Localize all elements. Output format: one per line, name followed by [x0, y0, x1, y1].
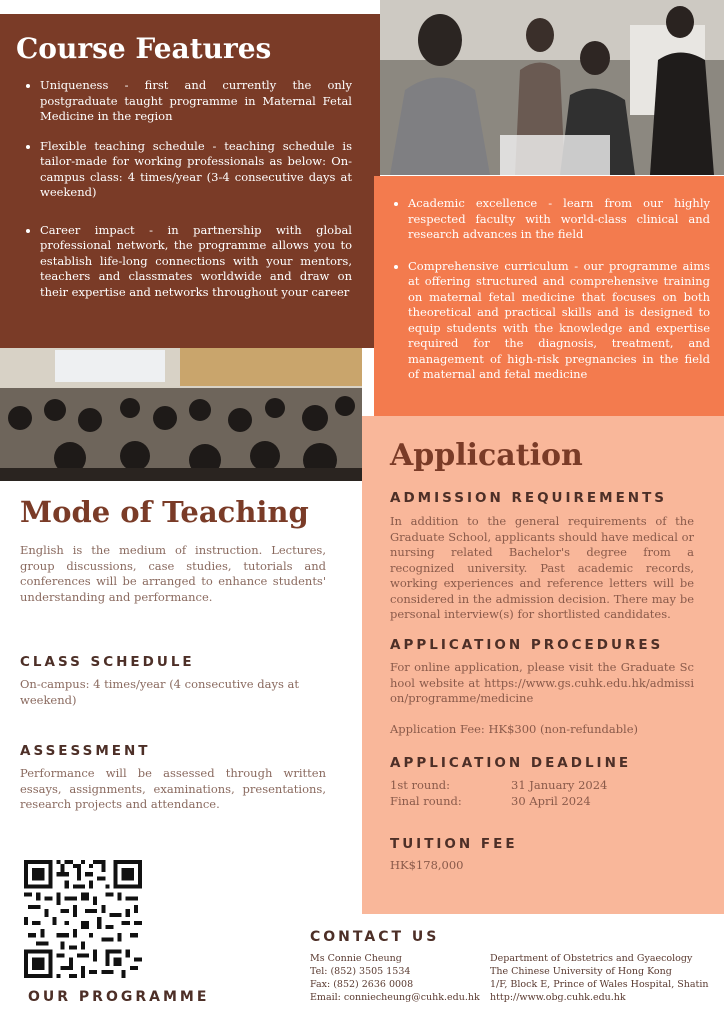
- address-line: 1/F, Block E, Prince of Wales Hospital, Shatin: [490, 979, 709, 990]
- application-fee-text: Application Fee: HK$300 (non-refundable): [390, 722, 639, 736]
- contact-tel: Tel: (852) 3505 1534: [310, 966, 411, 977]
- mode-of-teaching-title: Mode of Teaching: [20, 495, 309, 529]
- application-deadline-heading: APPLICATION DEADLINE: [390, 755, 632, 771]
- contact-person-block: [310, 952, 490, 1004]
- clinical-training-photo: [380, 0, 724, 175]
- application-procedures-text: For online application, please visit the Graduate School website at https://www.gs.cuhk.edu.hk/admission/programme/medicine: [390, 660, 694, 705]
- our-programme-label: OUR PROGRAMME: [28, 989, 210, 1005]
- tuition-fee-value: HK$178,000: [390, 858, 464, 872]
- course-features-list: [24, 78, 352, 314]
- assessment-heading: ASSESSMENT: [20, 743, 151, 759]
- feature-item: • Comprehensive curriculum - our programme aims at offering structured and comprehensive training on maternal fetal medicine that focuses on both theoretical and practical skills and is designed to equip students with the knowledge and expertise required for the diagnosis, treatment, and management of high-risk pregnancies in the field of maternal and fetal medicine: [408, 259, 710, 383]
- contact-email[interactable]: Email: conniecheung@cuhk.edu.hk: [310, 992, 480, 1003]
- mode-of-teaching-text: English is the medium of instruction. Lectures, group discussions, case studies, tutorials and conferences will be arranged to enhance students' understanding and performance.: [20, 543, 326, 604]
- class-schedule-text: On-campus: 4 times/year (4 consecutive days at weekend): [20, 677, 299, 707]
- application-procedures-heading: APPLICATION PROCEDURES: [390, 637, 664, 653]
- contact-fax: Fax: (852) 2636 0008: [310, 979, 414, 990]
- course-features-title: Course Features: [16, 32, 272, 65]
- feature-item: • Career impact - in partnership with global professional network, the programme allows you to establish life-long connections with your mentors, teachers and classmates worldwide and draw on their expertise and networks throughout your career: [40, 223, 352, 301]
- department-name: Department of Obstetrics and Gyaecology: [490, 953, 693, 964]
- deadline-date-1: 31 January 2024: [511, 778, 608, 792]
- university-name: The Chinese University of Hong Kong: [490, 966, 672, 977]
- course-features-panel: [0, 14, 380, 348]
- tuition-fee-heading: TUITION FEE: [390, 836, 518, 852]
- application-title: Application: [390, 438, 583, 473]
- feature-item: • Flexible teaching schedule - teaching schedule is tailor-made for working professionals as below: On-campus class: 4 times/year (3-4 consecutive days at weekend): [40, 139, 352, 201]
- lecture-hall-photo: [0, 348, 362, 481]
- department-website-link[interactable]: http://www.obg.cuhk.edu.hk: [490, 992, 626, 1003]
- feature-item: • Academic excellence - learn from our highly respected faculty with world-class clinical and research advances in the field: [408, 196, 710, 243]
- deadline-date-2: 30 April 2024: [511, 794, 591, 808]
- application-panel: [362, 416, 724, 914]
- deadline-round-1: 1st round:: [390, 778, 450, 792]
- contact-address-block: [490, 952, 720, 1004]
- class-schedule-heading: CLASS SCHEDULE: [20, 654, 195, 670]
- admission-requirements-heading: ADMISSION REQUIREMENTS: [390, 490, 668, 506]
- contact-name: Ms Connie Cheung: [310, 953, 402, 964]
- assessment-text: Performance will be assessed through written essays, assignments, examinations, presentations, research projects and attendance.: [20, 766, 326, 811]
- contact-us-heading: CONTACT US: [310, 929, 440, 945]
- programme-qr-code[interactable]: [24, 860, 142, 978]
- deadline-round-2: Final round:: [390, 794, 462, 808]
- course-features-panel-right: [374, 176, 724, 416]
- admission-requirements-text: In addition to the general requirements of the Graduate School, applicants should have medical or nursing related Bachelor's degree from a recognized university. Past academic records, working experiences and reference letters will be considered in the admission decision. There may be personal interview(s) for shortlisted candidates.: [390, 514, 694, 621]
- course-features-list-right: [392, 196, 710, 399]
- feature-item: • Uniqueness - first and currently the only postgraduate taught programme in Maternal Fetal Medicine in the region: [40, 78, 352, 125]
